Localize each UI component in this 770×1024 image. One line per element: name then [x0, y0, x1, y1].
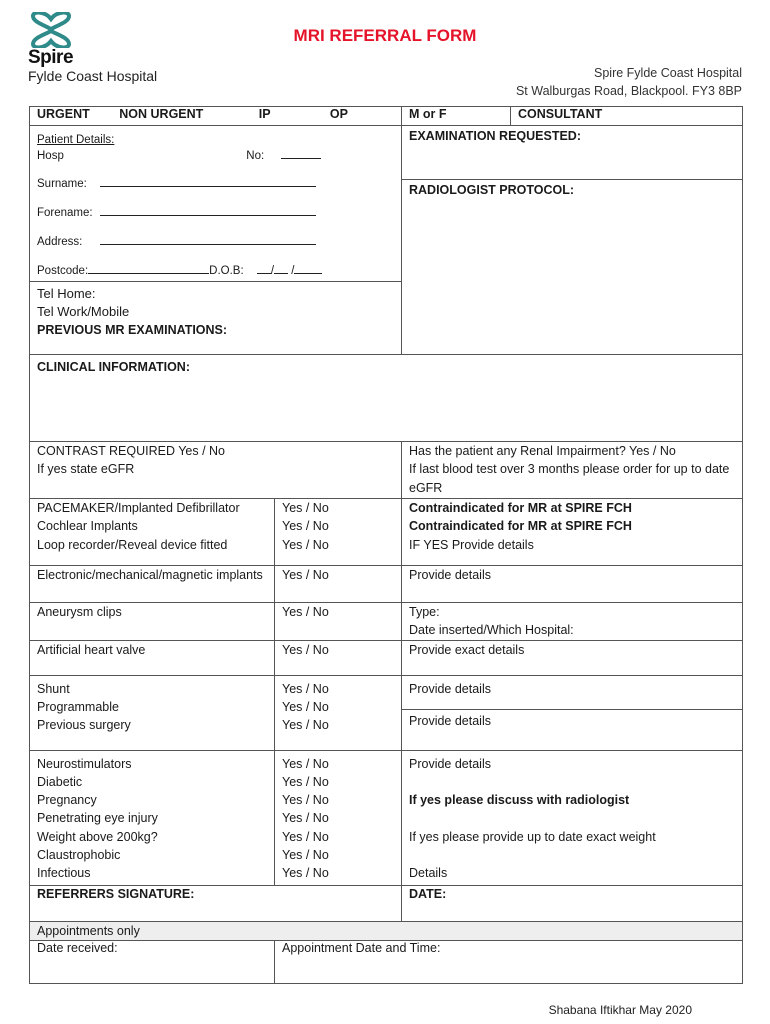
- pacemaker-label: PACEMAKER/Implanted Defibrillator: [37, 501, 240, 515]
- radiologist-protocol-label: RADIOLOGIST PROTOCOL:: [409, 183, 575, 197]
- neuro-label: Neurostimulators: [37, 756, 132, 771]
- forename-field[interactable]: [100, 204, 316, 216]
- urgent-option[interactable]: URGENT: [37, 107, 90, 121]
- programmable-yes-no[interactable]: Yes / No: [282, 699, 329, 714]
- dob-label: D.O.B:: [209, 265, 244, 277]
- contrast-cell: [30, 442, 402, 499]
- contrast-row: [30, 442, 743, 499]
- appointments-row: [30, 940, 743, 983]
- dob-sep-1: /: [270, 265, 275, 277]
- pacemaker-labels-cell: [30, 499, 275, 566]
- pacemaker-notes-cell: [402, 499, 743, 566]
- shunt-row: [30, 675, 743, 750]
- aneurysm-details-cell[interactable]: [402, 603, 743, 641]
- exam-requested-label: EXAMINATION REQUESTED:: [409, 129, 581, 143]
- if-yes-details-note: IF YES Provide details: [409, 537, 534, 552]
- clinical-info-label: CLINICAL INFORMATION:: [37, 360, 190, 374]
- signature-label: REFERRERS SIGNATURE:: [37, 886, 195, 901]
- aneurysm-type-label: Type:: [409, 605, 440, 619]
- dob-sep-2: /: [291, 265, 295, 277]
- surname-label: Surname:: [37, 178, 87, 190]
- heart-valve-row: [30, 640, 743, 675]
- address-line: [37, 233, 394, 248]
- clinical-row: [30, 355, 743, 442]
- header-row: [30, 107, 743, 126]
- loop-label: Loop recorder/Reveal device fitted: [37, 537, 228, 552]
- neuro-yn-cell: [275, 750, 402, 885]
- electronic-label-cell: [30, 566, 275, 603]
- pregnancy-note: If yes please discuss with radiologist: [409, 793, 630, 808]
- neuro-notes-cell: [402, 750, 743, 885]
- prev-surgery-yes-no[interactable]: Yes / No: [282, 718, 329, 733]
- aneurysm-label: Aneurysm clips: [30, 603, 275, 641]
- address-label: Address:: [37, 236, 83, 248]
- dob-month-field[interactable]: [274, 262, 288, 274]
- aneurysm-date-label: Date inserted/Which Hospital:: [409, 623, 574, 638]
- infectious-yes-no[interactable]: Yes / No: [282, 866, 329, 881]
- patient-details-heading: Patient Details:: [37, 134, 115, 146]
- date-received-cell[interactable]: [30, 940, 275, 983]
- spire-logo: [28, 12, 188, 84]
- shunt-labels-cell: [30, 675, 275, 750]
- claustro-label: Claustrophobic: [37, 848, 121, 863]
- op-option[interactable]: OP: [329, 107, 348, 121]
- hosp-label: Hosp: [37, 150, 64, 162]
- electronic-label: Electronic/mechanical/magnetic implants: [37, 568, 263, 582]
- surname-line: [37, 175, 394, 190]
- loop-yes-no[interactable]: Yes / No: [282, 537, 329, 552]
- cochlear-yes-no[interactable]: Yes / No: [282, 519, 329, 534]
- heart-valve-label: Artificial heart valve: [30, 640, 275, 675]
- gender-cell[interactable]: M or F: [402, 107, 511, 126]
- appointments-only-label: Appointments only: [30, 921, 743, 940]
- renal-note: If last blood test over 3 months please order for up to date eGFR: [409, 462, 730, 495]
- eye-label: Penetrating eye injury: [37, 811, 158, 826]
- weight-yes-no[interactable]: Yes / No: [282, 829, 329, 844]
- electronic-row: [30, 566, 743, 603]
- heart-valve-yes-no[interactable]: Yes / No: [275, 640, 402, 675]
- eye-yes-no[interactable]: Yes / No: [282, 811, 329, 826]
- ip-option[interactable]: IP: [258, 107, 271, 121]
- priority-cell: [30, 107, 402, 126]
- aneurysm-yes-no[interactable]: Yes / No: [275, 603, 402, 641]
- pacemaker-yes-no[interactable]: Yes / No: [282, 501, 329, 515]
- address-field[interactable]: [100, 233, 316, 245]
- shunt-yn-cell: [275, 675, 402, 750]
- tel-cell[interactable]: [30, 282, 402, 355]
- radiologist-protocol-cell[interactable]: [402, 180, 743, 355]
- shunt-yes-no[interactable]: Yes / No: [282, 681, 329, 696]
- neuro-yes-no[interactable]: Yes / No: [282, 756, 329, 771]
- form-title: MRI REFERRAL FORM: [293, 26, 477, 45]
- renal-cell: [402, 442, 743, 499]
- patient-row: [30, 126, 743, 180]
- appointment-datetime-cell[interactable]: [275, 940, 743, 983]
- pacemaker-yn-cell: [275, 499, 402, 566]
- claustro-yes-no[interactable]: Yes / No: [282, 848, 329, 863]
- previous-mr-label: PREVIOUS MR EXAMINATIONS:: [37, 323, 228, 337]
- heart-valve-details[interactable]: Provide exact details: [402, 640, 743, 675]
- contraindicated-note-1: Contraindicated for MR at SPIRE FCH: [409, 501, 632, 515]
- exam-requested-cell[interactable]: [402, 126, 743, 180]
- diabetic-label: Diabetic: [37, 774, 83, 789]
- hosp-no-field[interactable]: [281, 147, 321, 159]
- date-received-label: Date received:: [37, 940, 118, 955]
- neuro-row: [30, 750, 743, 885]
- renal-label[interactable]: Has the patient any Renal Impairment? Yes / No: [409, 444, 676, 458]
- surname-field[interactable]: [100, 175, 316, 187]
- weight-label: Weight above 200kg?: [37, 829, 158, 844]
- postcode-field[interactable]: [88, 262, 209, 274]
- programmable-label: Programmable: [37, 699, 119, 714]
- prev-surgery-details[interactable]: Provide details: [409, 713, 491, 728]
- dob-year-field[interactable]: [294, 262, 322, 274]
- electronic-yes-no[interactable]: Yes / No: [275, 566, 402, 603]
- infectious-label: Infectious: [37, 866, 91, 881]
- infectious-details[interactable]: Details: [409, 866, 448, 881]
- shunt-details[interactable]: Provide details: [402, 676, 742, 710]
- logo-subtitle: Fylde Coast Hospital: [28, 68, 158, 84]
- neuro-details[interactable]: Provide details: [409, 756, 491, 771]
- prev-surgery-label: Previous surgery: [37, 718, 131, 733]
- pacemaker-row: [30, 499, 743, 566]
- electronic-details[interactable]: Provide details: [402, 566, 743, 603]
- weight-note: If yes please provide up to date exact weight: [409, 829, 656, 844]
- diabetic-yes-no[interactable]: Yes / No: [282, 774, 329, 789]
- forename-label: Forename:: [37, 207, 93, 219]
- contraindicated-note-2: Contraindicated for MR at SPIRE FCH: [409, 519, 632, 534]
- pregnancy-label: Pregnancy: [37, 793, 97, 808]
- logo-brand: Spire: [28, 47, 74, 68]
- forename-line: [37, 204, 394, 219]
- referral-table: [29, 106, 743, 984]
- hosp-no-label: No:: [246, 150, 265, 162]
- tel-home-label: Tel Home:: [37, 286, 96, 301]
- postcode-label: Postcode:: [37, 265, 89, 277]
- hosp-no-line: [37, 147, 394, 162]
- non-urgent-option[interactable]: NON URGENT: [119, 107, 204, 121]
- dob-day-field[interactable]: [257, 262, 271, 274]
- pregnancy-yes-no[interactable]: Yes / No: [282, 793, 329, 808]
- egfr-label[interactable]: If yes state eGFR: [37, 462, 135, 477]
- cochlear-label: Cochlear Implants: [37, 519, 138, 534]
- aneurysm-row: [30, 603, 743, 641]
- appointment-datetime-label: Appointment Date and Time:: [282, 940, 441, 955]
- patient-details-cell: [30, 126, 402, 282]
- footer-author: Shabana Iftikhar May 2020: [548, 1003, 692, 1017]
- signature-cell[interactable]: [30, 885, 402, 921]
- appointments-header-row: [30, 921, 743, 940]
- hospital-address: [516, 64, 742, 100]
- address-line-1: Spire Fylde Coast Hospital: [594, 66, 742, 80]
- neuro-labels-cell: [30, 750, 275, 885]
- address-line-2: St Walburgas Road, Blackpool. FY3 8BP: [515, 84, 742, 98]
- signature-row: [30, 885, 743, 921]
- consultant-cell[interactable]: CONSULTANT: [511, 107, 743, 126]
- shunt-details-cell: [402, 675, 743, 750]
- date-cell[interactable]: [402, 885, 743, 921]
- date-label: DATE:: [409, 886, 447, 901]
- tel-work-label: Tel Work/Mobile: [37, 304, 130, 319]
- contrast-label[interactable]: CONTRAST REQUIRED Yes / No: [37, 444, 226, 458]
- shunt-label: Shunt: [37, 681, 70, 696]
- postcode-dob-line: [37, 262, 394, 277]
- clinical-info-cell[interactable]: [30, 355, 743, 442]
